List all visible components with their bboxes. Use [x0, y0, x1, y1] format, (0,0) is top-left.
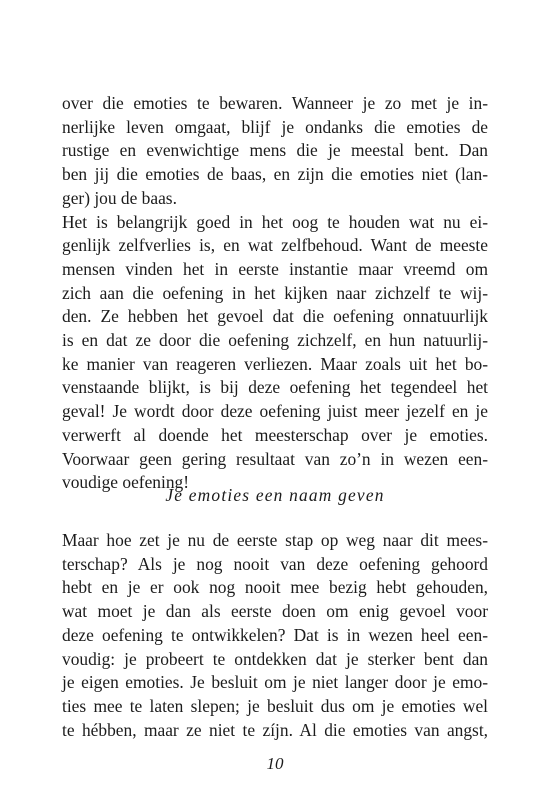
text-line: is en dat ze door die oefening zichzelf, en hun natuurlij-: [62, 330, 488, 351]
text-line: voudig: je probeert te ontdekken dat je sterker bent dan: [62, 648, 488, 669]
body-text-top: [62, 92, 488, 495]
text-line: wat moet je dan als eerste doen om enig gevoel voor: [62, 601, 488, 622]
body-text-bottom: [62, 529, 488, 742]
text-line: ger) jou de baas.: [62, 187, 177, 208]
text-line: genlijk zelfverlies is, en wat zelfbehoud. Want de meeste: [62, 235, 488, 256]
text-line: Voorwaar geen gering resultaat van zo’n in wezen een-: [62, 448, 488, 469]
text-line: ke manier van reageren verliezen. Maar zoals uit het bo-: [62, 353, 488, 374]
text-line: deze oefening te ontwikkelen? Dat is in wezen heel een-: [62, 624, 488, 645]
text-line: over die emoties te bewaren. Wanneer je zo met je in-: [62, 93, 488, 113]
text-line: mensen vinden het in eerste instantie maar vreemd om: [62, 258, 488, 279]
paragraph-1: [62, 92, 488, 211]
text-line: ben jij die emoties de baas, en zijn die emoties niet (lan-: [62, 164, 488, 185]
section-heading: Je emoties een naam geven: [165, 485, 385, 505]
text-line: Het is belangrijk goed in het oog te houden wat nu ei-: [62, 211, 488, 232]
text-line: voudige oefening!: [62, 472, 190, 493]
text-line: hebt en je er ook nog nooit mee bezig hebt gehouden,: [62, 577, 488, 598]
text-line: je eigen emoties. Je besluit om je niet langer door je emo-: [62, 672, 488, 693]
paragraph-3: [62, 529, 488, 742]
page-number: 10: [266, 754, 284, 773]
paragraph-2: [62, 211, 488, 495]
text-line: ties mee te laten slepen; je besluit dus om je emoties wel: [62, 695, 488, 716]
text-line: terschap? Als je nog nooit van deze oefening gehoord: [62, 553, 488, 574]
text-line: verwerft al doende het meesterschap over je emoties.: [62, 424, 488, 445]
text-line: geval! Je wordt door deze oefening juist meer jezelf en je: [62, 401, 488, 422]
text-line: den. Ze hebben het gevoel dat die oefening onnatuurlijk: [62, 306, 488, 327]
text-line: Maar hoe zet je nu de eerste stap op weg naar dit mees-: [62, 530, 488, 550]
text-line: nerlijke leven omgaat, blijf je ondanks die emoties de: [62, 116, 488, 137]
text-line: rustige en evenwichtige mens die je meestal bent. Dan: [62, 140, 488, 161]
text-line: zich aan die oefening in het kijken naar zichzelf te wij-: [62, 282, 488, 303]
text-line: venstaande blijkt, is bij deze oefening het tegendeel het: [62, 377, 488, 398]
text-line: te hébben, maar ze niet te zíjn. Al die emoties van angst,: [62, 719, 488, 740]
